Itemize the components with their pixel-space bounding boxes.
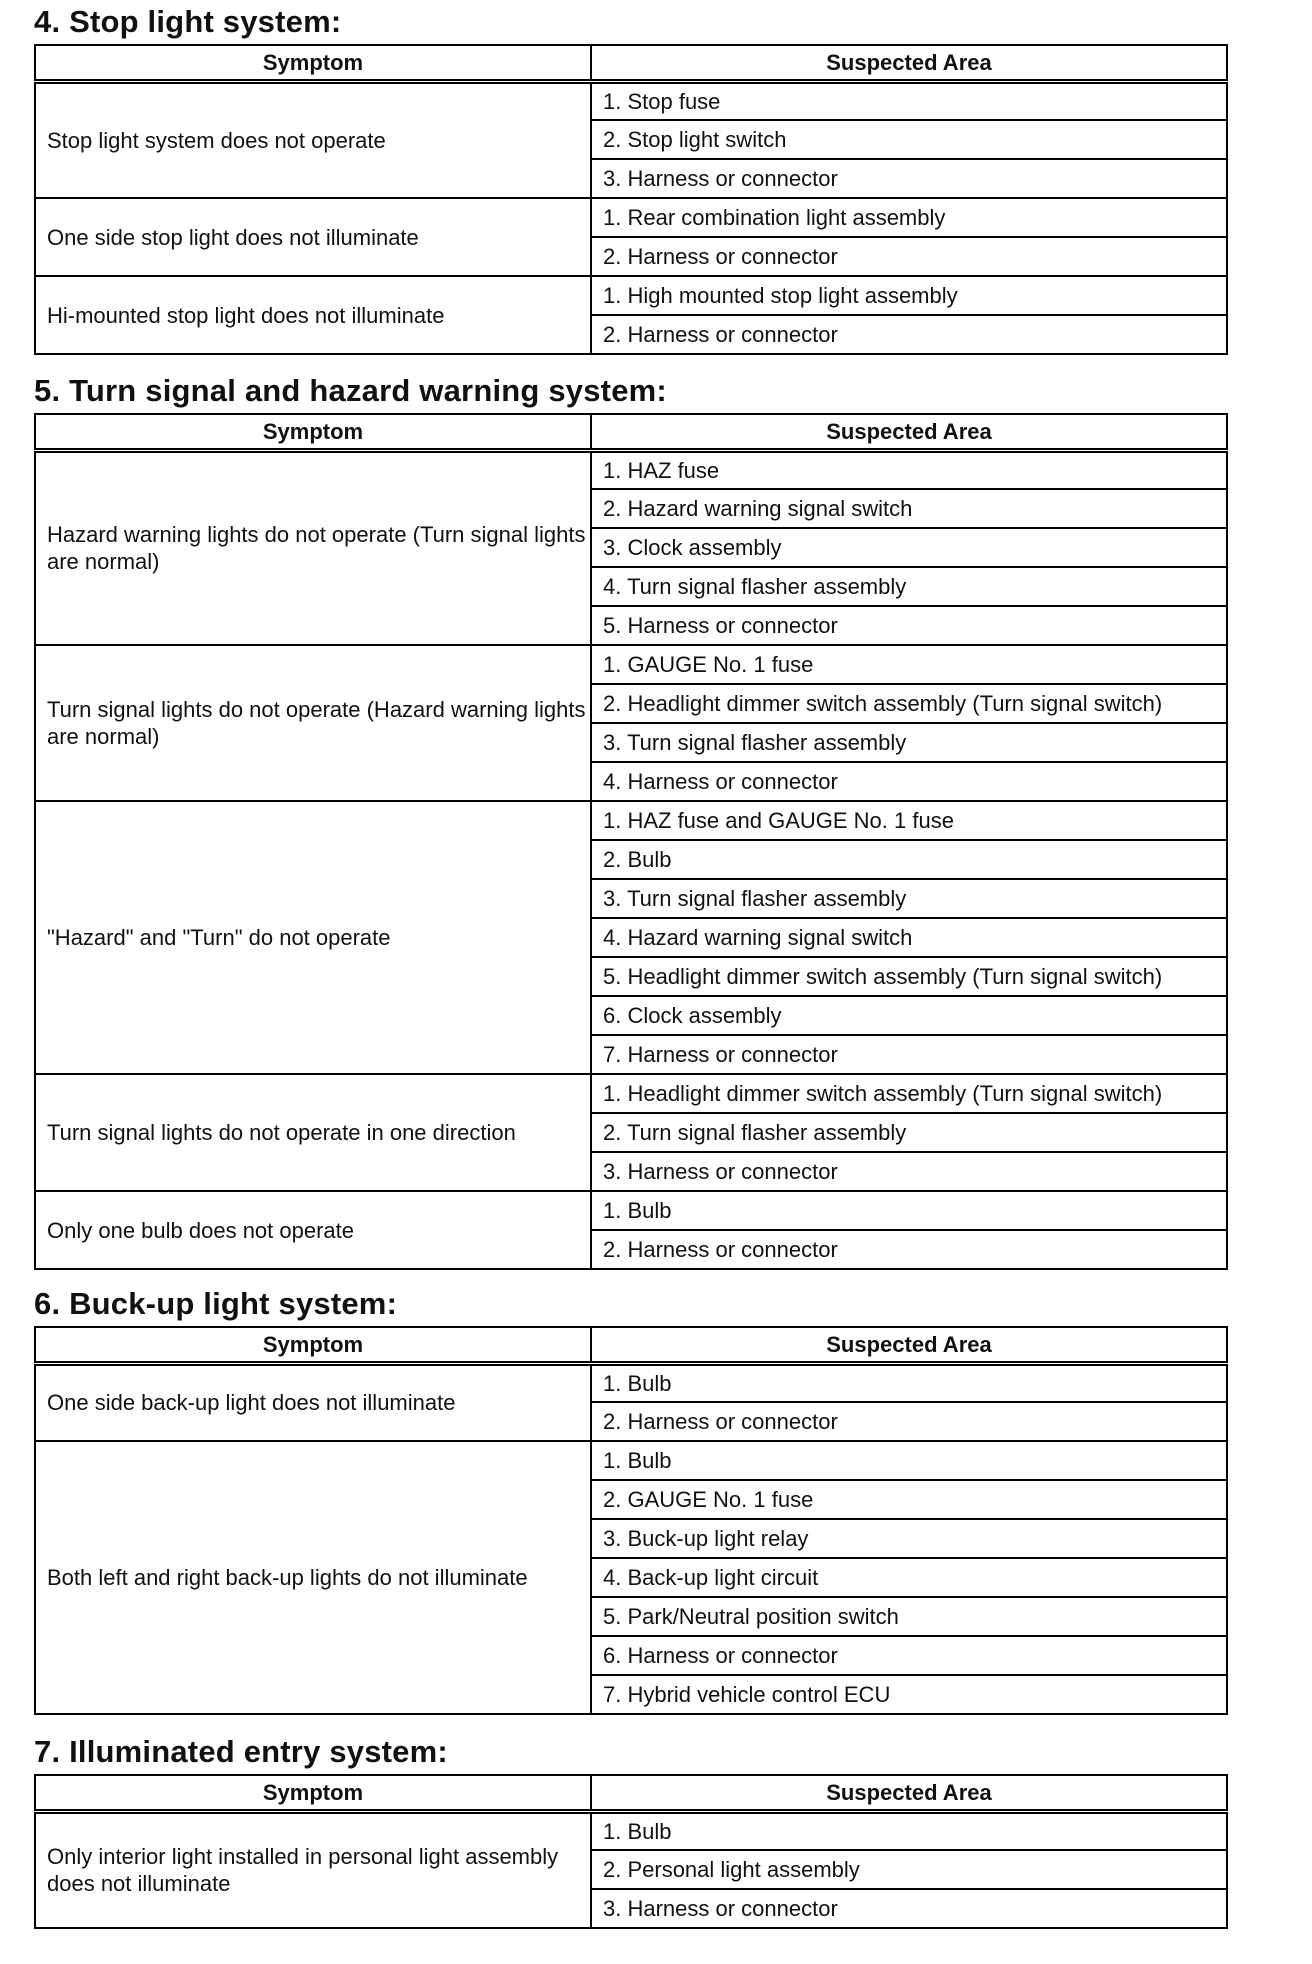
suspected-area-cell: 1. Rear combination light assembly	[591, 198, 1227, 237]
suspected-area-cell: 6. Harness or connector	[591, 1636, 1227, 1675]
suspected-area-header: Suspected Area	[591, 1775, 1227, 1811]
table-row	[35, 1074, 1227, 1113]
suspected-area-cell: 2. GAUGE No. 1 fuse	[591, 1480, 1227, 1519]
suspected-area-cell: 3. Harness or connector	[591, 1889, 1227, 1928]
suspected-area-cell: 7. Harness or connector	[591, 1035, 1227, 1074]
symptom-cell: One side stop light does not illuminate	[35, 198, 591, 276]
suspected-area-cell: 1. Headlight dimmer switch assembly (Turn signal switch)	[591, 1074, 1227, 1113]
suspected-area-cell: 4. Harness or connector	[591, 762, 1227, 801]
section-title: 5. Turn signal and hazard warning system:	[34, 373, 667, 408]
suspected-area-cell: 2. Stop light switch	[591, 120, 1227, 159]
symptom-cell: Only interior light installed in personal light assembly does not illuminate	[35, 1811, 591, 1928]
symptom-cell: Stop light system does not operate	[35, 81, 591, 198]
suspected-area-cell: 6. Clock assembly	[591, 996, 1227, 1035]
suspected-area-cell: 4. Back-up light circuit	[591, 1558, 1227, 1597]
table-row	[35, 801, 1227, 840]
suspected-area-header: Suspected Area	[591, 45, 1227, 81]
suspected-area-cell: 3. Buck-up light relay	[591, 1519, 1227, 1558]
suspected-area-header: Suspected Area	[591, 414, 1227, 450]
table-row	[35, 276, 1227, 315]
table-row	[35, 1191, 1227, 1230]
suspected-area-cell: 5. Headlight dimmer switch assembly (Turn signal switch)	[591, 957, 1227, 996]
suspected-area-cell: 2. Harness or connector	[591, 1402, 1227, 1441]
suspected-area-cell: 3. Clock assembly	[591, 528, 1227, 567]
suspected-area-cell: 3. Harness or connector	[591, 1152, 1227, 1191]
suspected-area-cell: 2. Personal light assembly	[591, 1850, 1227, 1889]
header-row	[35, 1775, 1227, 1811]
header-row	[35, 45, 1227, 81]
suspected-area-cell: 2. Turn signal flasher assembly	[591, 1113, 1227, 1152]
symptom-cell: Both left and right back-up lights do not illuminate	[35, 1441, 591, 1714]
symptom-cell: Hazard warning lights do not operate (Turn signal lights are normal)	[35, 450, 591, 645]
suspected-area-cell: 4. Hazard warning signal switch	[591, 918, 1227, 957]
header-row	[35, 414, 1227, 450]
table-row	[35, 450, 1227, 489]
suspected-area-cell: 1. Stop fuse	[591, 81, 1227, 120]
suspected-area-cell: 1. Bulb	[591, 1191, 1227, 1230]
troubleshooting-table	[34, 44, 1228, 355]
suspected-area-cell: 1. Bulb	[591, 1811, 1227, 1850]
suspected-area-cell: 2. Harness or connector	[591, 315, 1227, 354]
suspected-area-cell: 2. Harness or connector	[591, 237, 1227, 276]
suspected-area-cell: 1. Bulb	[591, 1441, 1227, 1480]
suspected-area-cell: 1. GAUGE No. 1 fuse	[591, 645, 1227, 684]
symptom-cell: One side back-up light does not illuminate	[35, 1363, 591, 1441]
troubleshooting-table	[34, 1774, 1228, 1929]
table-row	[35, 1441, 1227, 1480]
table-row	[35, 1363, 1227, 1402]
suspected-area-cell: 7. Hybrid vehicle control ECU	[591, 1675, 1227, 1714]
symptom-cell: "Hazard" and "Turn" do not operate	[35, 801, 591, 1074]
symptom-cell: Hi-mounted stop light does not illuminate	[35, 276, 591, 354]
suspected-area-cell: 2. Hazard warning signal switch	[591, 489, 1227, 528]
suspected-area-cell: 4. Turn signal flasher assembly	[591, 567, 1227, 606]
suspected-area-cell: 1. HAZ fuse and GAUGE No. 1 fuse	[591, 801, 1227, 840]
symptom-header: Symptom	[35, 414, 591, 450]
section-title: 4. Stop light system:	[34, 4, 342, 39]
table-row	[35, 645, 1227, 684]
suspected-area-cell: 1. HAZ fuse	[591, 450, 1227, 489]
suspected-area-cell: 1. High mounted stop light assembly	[591, 276, 1227, 315]
symptom-cell: Turn signal lights do not operate (Hazard warning lights are normal)	[35, 645, 591, 801]
section-title: 7. Illuminated entry system:	[34, 1734, 448, 1769]
suspected-area-cell: 3. Turn signal flasher assembly	[591, 879, 1227, 918]
suspected-area-cell: 3. Harness or connector	[591, 159, 1227, 198]
symptom-header: Symptom	[35, 45, 591, 81]
suspected-area-cell: 1. Bulb	[591, 1363, 1227, 1402]
troubleshooting-table	[34, 413, 1228, 1270]
header-row	[35, 1327, 1227, 1363]
symptom-cell: Turn signal lights do not operate in one direction	[35, 1074, 591, 1191]
suspected-area-cell: 5. Harness or connector	[591, 606, 1227, 645]
symptom-header: Symptom	[35, 1327, 591, 1363]
section-title: 6. Buck-up light system:	[34, 1286, 398, 1321]
suspected-area-cell: 5. Park/Neutral position switch	[591, 1597, 1227, 1636]
symptom-cell: Only one bulb does not operate	[35, 1191, 591, 1269]
table-row	[35, 1811, 1227, 1850]
suspected-area-cell: 2. Headlight dimmer switch assembly (Turn signal switch)	[591, 684, 1227, 723]
suspected-area-cell: 3. Turn signal flasher assembly	[591, 723, 1227, 762]
suspected-area-cell: 2. Bulb	[591, 840, 1227, 879]
troubleshooting-table	[34, 1326, 1228, 1715]
suspected-area-header: Suspected Area	[591, 1327, 1227, 1363]
table-row	[35, 198, 1227, 237]
symptom-header: Symptom	[35, 1775, 591, 1811]
table-row	[35, 81, 1227, 120]
suspected-area-cell: 2. Harness or connector	[591, 1230, 1227, 1269]
